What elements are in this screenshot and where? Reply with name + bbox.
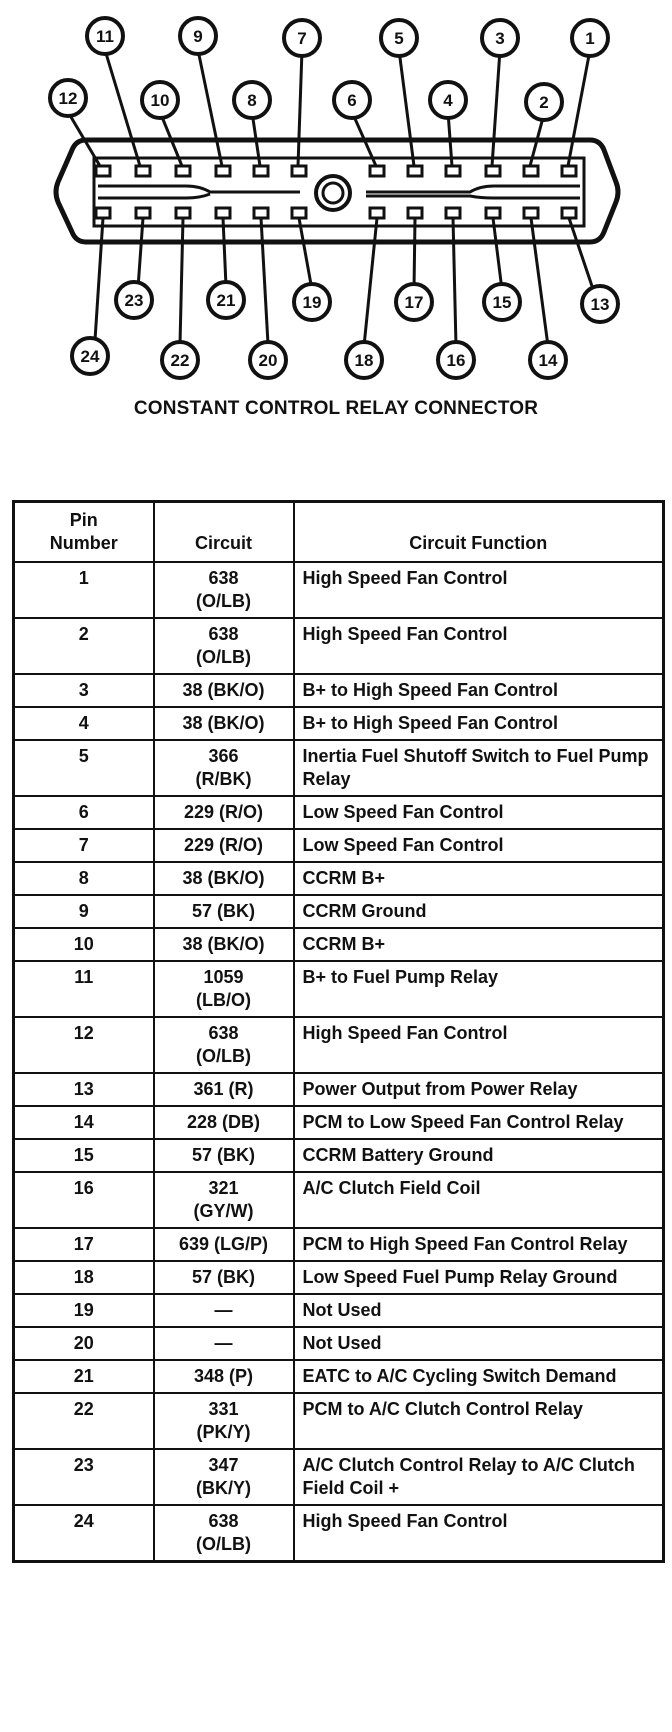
terminal-10 (176, 166, 190, 176)
connector-right-rib (366, 186, 580, 198)
circuit-number: 57 (BK) (191, 900, 255, 921)
circuit-number: 347 (208, 1454, 239, 1475)
circuit-cell (154, 1261, 294, 1294)
pin-number-cell: 2 (14, 618, 154, 674)
pin-number-cell: 14 (14, 1106, 154, 1139)
circuit-number: 38 (BK/O) (182, 679, 265, 700)
callout-20: 20 (258, 351, 278, 370)
callout-3: 3 (495, 29, 505, 48)
terminal-20 (254, 208, 268, 218)
callout-24: 24 (80, 347, 100, 366)
circuit-cell (154, 1449, 294, 1505)
circuit-number: 348 (P) (193, 1365, 254, 1386)
circuit-number: 638 (208, 623, 239, 644)
circuit-cell (154, 961, 294, 1017)
circuit-cell (154, 1360, 294, 1393)
circuit-number: 639 (LG/P) (178, 1233, 269, 1254)
circuit-number: 366 (208, 745, 239, 766)
connector-center-post (316, 176, 350, 210)
callout-17: 17 (404, 293, 424, 312)
pin-number-cell: 19 (14, 1294, 154, 1327)
circuit-cell (154, 1228, 294, 1261)
circuit-color: (LB/O) (196, 989, 251, 1010)
circuit-cell (154, 796, 294, 829)
table-row (14, 707, 664, 740)
table-row (14, 1327, 664, 1360)
circuit-number: 638 (208, 1510, 239, 1531)
circuit-number: 57 (BK) (191, 1266, 255, 1287)
table-row (14, 1017, 664, 1073)
table-row (14, 1261, 664, 1294)
terminal-15 (486, 208, 500, 218)
callout-18: 18 (354, 351, 374, 370)
terminal-6 (370, 166, 384, 176)
circuit-number: 38 (BK/O) (182, 867, 265, 888)
terminal-8 (254, 166, 268, 176)
circuit-function-cell: CCRM Ground (294, 895, 664, 928)
circuit-function-cell: Low Speed Fuel Pump Relay Ground (294, 1261, 664, 1294)
circuit-number: 331 (208, 1398, 239, 1419)
pin-table (12, 500, 665, 1563)
terminal-19 (292, 208, 306, 218)
circuit-cell (154, 1106, 294, 1139)
table-row (14, 740, 664, 796)
pin-number-cell: 15 (14, 1139, 154, 1172)
callout-11: 11 (96, 27, 114, 46)
table-row (14, 1073, 664, 1106)
circuit-number: 38 (BK/O) (182, 933, 265, 954)
callout-22: 22 (170, 351, 190, 370)
circuit-number: 1059 (203, 966, 244, 987)
table-row (14, 674, 664, 707)
circuit-function-cell: Low Speed Fan Control (294, 796, 664, 829)
pin-rows (14, 562, 664, 1562)
table-row (14, 961, 664, 1017)
circuit-cell (154, 740, 294, 796)
callout-8: 8 (247, 91, 257, 110)
terminal-23 (136, 208, 150, 218)
circuit-function-cell: B+ to Fuel Pump Relay (294, 961, 664, 1017)
terminal-18 (370, 208, 384, 218)
terminal-3 (486, 166, 500, 176)
callout-6: 6 (347, 91, 357, 110)
table-header-row (14, 502, 664, 562)
circuit-number: 638 (208, 567, 239, 588)
header-pin-number: Pin Number (14, 502, 154, 562)
circuit-function-cell: A/C Clutch Control Relay to A/C Clutch Field Coil + (294, 1449, 664, 1505)
table-row (14, 562, 664, 618)
circuit-cell (154, 1017, 294, 1073)
table-row (14, 796, 664, 829)
circuit-function-cell: Not Used (294, 1294, 664, 1327)
table-row (14, 1449, 664, 1505)
pin-number-cell: 7 (14, 829, 154, 862)
circuit-function-cell: Low Speed Fan Control (294, 829, 664, 862)
circuit-function-cell: CCRM B+ (294, 862, 664, 895)
circuit-cell (154, 1172, 294, 1228)
callout-13: 13 (590, 295, 610, 314)
circuit-function-cell: PCM to A/C Clutch Control Relay (294, 1393, 664, 1449)
pin-number-cell: 20 (14, 1327, 154, 1360)
circuit-color: (R/BK) (195, 768, 252, 789)
callout-10: 10 (150, 91, 170, 110)
circuit-color: (GY/W) (193, 1200, 254, 1221)
circuit-number: 38 (BK/O) (182, 712, 265, 733)
pin-number-cell: 9 (14, 895, 154, 928)
terminal-17 (408, 208, 422, 218)
terminal-4 (446, 166, 460, 176)
pin-number-cell: 21 (14, 1360, 154, 1393)
circuit-cell (154, 618, 294, 674)
circuit-number: 638 (208, 1022, 239, 1043)
terminal-14 (524, 208, 538, 218)
pin-number-cell: 18 (14, 1261, 154, 1294)
pin-number-cell: 3 (14, 674, 154, 707)
circuit-cell (154, 895, 294, 928)
table-row (14, 1228, 664, 1261)
circuit-function-cell: EATC to A/C Cycling Switch Demand (294, 1360, 664, 1393)
pin-number-cell: 24 (14, 1505, 154, 1562)
pin-number-cell: 4 (14, 707, 154, 740)
circuit-function-cell: CCRM B+ (294, 928, 664, 961)
circuit-number: 361 (R) (193, 1078, 254, 1099)
circuit-function-cell: B+ to High Speed Fan Control (294, 707, 664, 740)
circuit-number: 229 (R/O) (183, 834, 264, 855)
callout-16: 16 (446, 351, 466, 370)
circuit-number: 321 (208, 1177, 239, 1198)
circuit-cell (154, 928, 294, 961)
callout-19: 19 (302, 293, 322, 312)
connector-diagram (0, 0, 672, 420)
pin-number-cell: 17 (14, 1228, 154, 1261)
pin-number-cell: 13 (14, 1073, 154, 1106)
circuit-function-cell: PCM to High Speed Fan Control Relay (294, 1228, 664, 1261)
table-row (14, 1106, 664, 1139)
terminal-9 (216, 166, 230, 176)
circuit-cell (154, 829, 294, 862)
circuit-color: (BK/Y) (196, 1477, 251, 1498)
circuit-number: — (214, 1332, 233, 1353)
callout-1: 1 (585, 29, 595, 48)
table-row (14, 928, 664, 961)
table-row (14, 1505, 664, 1562)
circuit-color: (O/LB) (196, 646, 251, 667)
terminal-11 (136, 166, 150, 176)
circuit-function-cell: High Speed Fan Control (294, 562, 664, 618)
circuit-cell (154, 1393, 294, 1449)
diagram-caption: CONSTANT CONTROL RELAY CONNECTOR (133, 398, 539, 419)
header-circuit: Circuit (154, 502, 294, 562)
circuit-color: (PK/Y) (196, 1421, 251, 1442)
callout-5: 5 (394, 29, 404, 48)
circuit-function-cell: High Speed Fan Control (294, 1017, 664, 1073)
terminal-12 (96, 166, 110, 176)
pin-number-cell: 6 (14, 796, 154, 829)
circuit-function-cell: PCM to Low Speed Fan Control Relay (294, 1106, 664, 1139)
pin-number-cell: 12 (14, 1017, 154, 1073)
circuit-color: (O/LB) (196, 1045, 251, 1066)
terminal-1 (562, 166, 576, 176)
circuit-number: 229 (R/O) (183, 801, 264, 822)
terminal-16 (446, 208, 460, 218)
callout-2: 2 (539, 93, 549, 112)
circuit-function-cell: Inertia Fuel Shutoff Switch to Fuel Pump Relay (294, 740, 664, 796)
circuit-cell (154, 562, 294, 618)
terminal-22 (176, 208, 190, 218)
circuit-function-cell: Power Output from Power Relay (294, 1073, 664, 1106)
table-row (14, 618, 664, 674)
connector-left-rib (98, 186, 300, 198)
table-row (14, 1172, 664, 1228)
circuit-cell (154, 1505, 294, 1562)
pin-number-cell: 22 (14, 1393, 154, 1449)
circuit-cell (154, 1073, 294, 1106)
circuit-function-cell: B+ to High Speed Fan Control (294, 674, 664, 707)
circuit-cell (154, 707, 294, 740)
circuit-function-cell: Not Used (294, 1327, 664, 1360)
pin-number-cell: 5 (14, 740, 154, 796)
terminal-24 (96, 208, 110, 218)
circuit-number: 57 (BK) (191, 1144, 255, 1165)
pin-number-cell: 16 (14, 1172, 154, 1228)
header-circuit-function: Circuit Function (294, 502, 664, 562)
callout-4: 4 (443, 91, 453, 110)
callout-7: 7 (297, 29, 307, 48)
circuit-function-cell: High Speed Fan Control (294, 1505, 664, 1562)
circuit-cell (154, 1139, 294, 1172)
circuit-cell (154, 1327, 294, 1360)
callout-15: 15 (492, 293, 512, 312)
pin-number-cell: 10 (14, 928, 154, 961)
circuit-function-cell: High Speed Fan Control (294, 618, 664, 674)
terminal-7 (292, 166, 306, 176)
terminal-5 (408, 166, 422, 176)
pin-number-cell: 8 (14, 862, 154, 895)
pin-number-cell: 23 (14, 1449, 154, 1505)
circuit-function-cell: CCRM Battery Ground (294, 1139, 664, 1172)
table-row (14, 1360, 664, 1393)
callout-9: 9 (193, 27, 203, 46)
table-row (14, 1393, 664, 1449)
pin-number-cell: 1 (14, 562, 154, 618)
circuit-color: (O/LB) (196, 590, 251, 611)
table-row (14, 895, 664, 928)
circuit-cell (154, 1294, 294, 1327)
callout-14: 14 (538, 351, 558, 370)
terminal-2 (524, 166, 538, 176)
terminal-21 (216, 208, 230, 218)
circuit-color: (O/LB) (196, 1533, 251, 1554)
terminal-13 (562, 208, 576, 218)
circuit-cell (154, 674, 294, 707)
callout-21: 21 (216, 291, 236, 310)
table-row (14, 1139, 664, 1172)
circuit-number: — (214, 1299, 233, 1320)
table-row (14, 829, 664, 862)
circuit-cell (154, 862, 294, 895)
callout-23: 23 (124, 291, 144, 310)
circuit-function-cell: A/C Clutch Field Coil (294, 1172, 664, 1228)
circuit-number: 228 (DB) (186, 1111, 261, 1132)
table-row (14, 1294, 664, 1327)
table-row (14, 862, 664, 895)
pin-number-cell: 11 (14, 961, 154, 1017)
callout-12: 12 (58, 89, 78, 108)
